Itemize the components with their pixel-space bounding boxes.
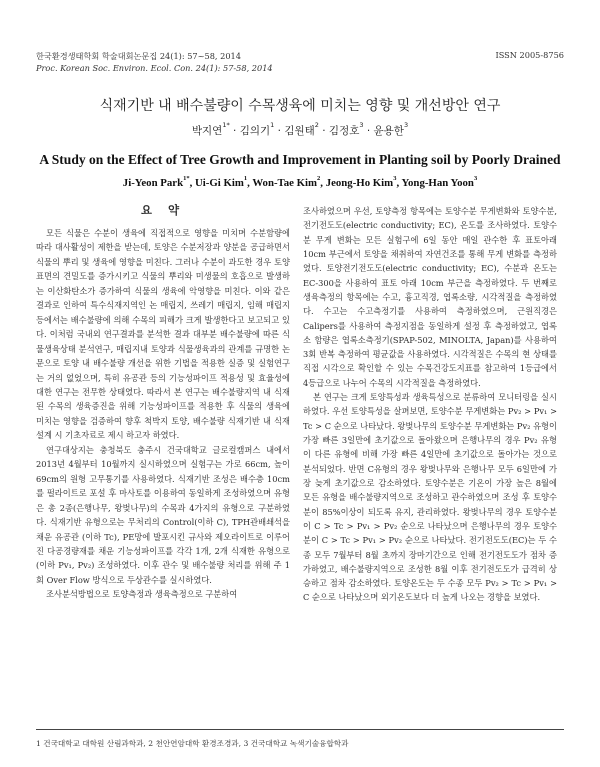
author-affiliation-mark: 3 — [393, 175, 397, 182]
author-affiliation-mark: 3 — [359, 121, 364, 129]
author-affiliation-mark: 2 — [317, 175, 321, 182]
footnote-divider — [36, 729, 564, 730]
author-separator: , — [320, 177, 326, 189]
author-name: Ji-Yeon Park — [122, 177, 184, 189]
author-name: 김원태 — [284, 125, 315, 137]
author-separator: · — [229, 125, 240, 137]
abstract-paragraph: 본 연구는 크게 토양특성과 생육특성으로 분류하여 모니터링을 실시하였다. 우선 토양특성을 살펴보면, 토양수분 무게변화는 Pv₂ > Pv₁ > Tc > C 순으로 나타났다. 왕벚나무의 토양수분 무게변화는 Pv₂ 유형이 가장 빠른 3일만에 초기값으로 돌아왔으며 은행나무의 경우 Pv₂ 유형이 다른 유형에 비해 가장 빠른 4일만에 초기값으로 돌아가는 것으로 분석되었다. 반면 C유형의 경우 왕벚나무와 은행나무 모두 6일만에 가장 늦게 초기값으로 감소하였다. 토양수분은 기온이 가장 높은 8월에 모든 유형을 배수불량지역으로 조성하고 관수하였으며 조성 후 토양수분이 85%이상이 되도록 유지, 관리하였다. 왕벚나무의 경우 토양수분이 C > Tc > Pv₁ > Pv₂ 순으로 나타났으며 은행나무의 경우 토양수분이 C > Tc > Pv₁ > Pv₂ 순으로 나타났다. 전기전도도(EC)는 두 수종 모두 7월부터 8월 초까지 장마기간으로 인해 전기전도도가 점차 증가하였고, 배수불량지역으로 조성한 8월 이후 전기전도도가 급격히 상승하고 점차 감소하였다. 토양온도는 두 수종 모두 Pv₂ > Tc > Pv₁ > C 순으로 나타났으며 외기온도보다 더 높게 나오는 경향을 보였다. — [303, 392, 557, 603]
author-affiliation-mark: 1* — [183, 175, 190, 182]
abstract-paragraph: 조사하였으며 우선, 토양측정 항목에는 토양수분 무게변화와 토양수분, 전기전도도(electric conductivity; EC), 온도를 조사하였다. 토양수분 무게 변화는 모든 실험구에 6일 동안 매일 관수한 후 표토아래 10cm 부근에서 토양을 채취하여 자연건조를 통해 무게 변화를 측정하였다. 토양전기전도도(electric conductivity; EC), 수분과 온도는 EC-300을 사용하여 표토 아래 10cm 부근을 측정하였다. 두 번째로 생육측정의 항목에는 수고, 흉고직경, 엽록소량, 시각적질을 측정하였다. 수고는 수고측정기를 사용하여 측정하였으며, 근원직경은 Calipers를 사용하여 측정지점을 동일하게 설정 후 측정하였고, 엽록소 함량은 엽록소측정기(SPAP-502, MINOLTA, Japan)를 사용하여 3회 반복 측정하여 평균값을 사용하였다. 시각적질은 수목의 현 상태를 직접 시각으로 확인할 수 있는 수목건강도지표를 참고하여 1등급에서 4등급으로 나누어 수목의 시각적질을 측정하였다. — [303, 206, 557, 388]
abstract-heading: 요 약 — [140, 203, 186, 217]
author-separator: , — [247, 177, 253, 189]
author-separator: , — [189, 177, 195, 189]
authors-en — [0, 177, 600, 189]
affiliation-footnote: 1 건국대학교 대학원 산림과학과, 2 천안연암대학 환경조경과, 3 건국대학교 녹색기술융합학과 — [36, 739, 349, 748]
abstract-left-column — [36, 200, 290, 602]
abstract-paragraph: 모든 식물은 수분이 생육에 직접적으로 영향을 미치며 수분함량에 따라 대사활성이 제한을 받는데, 토양은 수분저장과 양분을 공급하면서 식물의 뿌리 및 생육에 영향을 미친다. 그러나 수분이 과도한 경우 토양표면의 견밀도를 증가시키고 식물의 뿌리와 미생물의 호흡으로 발생하는 이산화탄소가 증가하여 식물의 생육에 악영향을 미친다. 이와 같은 결과로 인하여 특수식재지역인 논 매립지, 쓰레기 매립지, 임해 매립지 등에서는 배수불량에 의해 수목의 피해가 크게 발생한다고 보고되고 있다. 이처럼 국내외 연구결과를 분석한 결과 대부분 배수불량에 따른 식물생육상태 분석연구, 매립지내 토양과 식물생육과의 관계를 규명한 논문으로 토양 내 배수불량 개선을 위한 기법을 적용한 실증 및 실험연구는 거의 없었으며, 특히 유공관 등의 기능성파이프 적용성 및 효율성에 대한 연구는 전무한 상태였다. 따라서 본 연구는 배수불량지역 내 식재된 수목의 생육증진을 위해 기능성파이프를 적용한 후 식물의 생육에 미치는 영향을 검증하여 향후 척박지 토양, 배수불량 식재기반 내 식재설계 시 기초자료로 제시 하고자 하였다. — [36, 228, 290, 441]
author-name: 박지연 — [191, 125, 223, 137]
author-affiliation-mark: 3 — [473, 175, 478, 182]
author-name: 윤용한 — [373, 125, 404, 137]
author-affiliation-mark: 3 — [403, 121, 409, 129]
author-affiliation-mark: 1 — [243, 175, 248, 182]
journal-name-en: Proc. Korean Soc. Environ. Ecol. Con. 24(1): 57-58, 2014 — [36, 63, 273, 73]
author-name: Won-Tae Kim — [252, 177, 318, 189]
author-name: Ui-Gi Kim — [194, 177, 244, 189]
journal-name-ko: 한국환경생태학회 학술대회논문집 24(1): 57~58, 2014 — [36, 51, 241, 61]
author-name: Yong-Han Yoon — [401, 177, 474, 189]
author-name: 김의기 — [239, 125, 271, 137]
abstract-paragraph: 조사분석방법으로 토양측정과 생육측정으로 구분하여 — [46, 589, 238, 600]
abstract-right-column — [303, 204, 557, 605]
author-separator: · — [363, 125, 374, 137]
author-separator: · — [274, 125, 285, 137]
abstract-paragraph: 연구대상지는 충청북도 충주시 건국대학교 글로컬캠퍼스 내에서 2013년 4월부터 10월까지 실시하였으며 실험구는 가로 66cm, 높이 69cm의 원형 고무통기를 사용하였다. 식재기반 조성은 배수층 10cm를 펄라이트로 포설 후 마사토를 이용하여 동일하게 조성하였으며 유형은 총 2종(은행나무, 왕벚나무)의 수목과 4가지의 유형으로 구분하였다. 식재기반 유형으로는 무처리의 Control(이하 C), TPH관배쇄석을 채운 유공관 (이하 Tc), PE망에 발포시킨 규사와 제오라이트로 이루어진 다공경량재를 채운 기능성파이프를 각각 1개, 2개 식재한 유형으로 (이하 Pv₁, Pv₂) 조성하였다. 이후 관수 및 배수불량 처리를 위해 주 1회 Over Flow 방식으로 두상관수를 실시하였다. — [36, 444, 290, 585]
paper-title-en: A Study on the Effect of Tree Growth and Improvement in Planting soil by Poorly Drained — [39, 152, 561, 167]
author-name: 김정호 — [328, 125, 360, 137]
author-separator: , — [396, 177, 402, 189]
authors-ko — [0, 123, 600, 138]
journal-header — [36, 50, 273, 74]
author-name: Jeong-Ho Kim — [325, 177, 394, 189]
author-affiliation-mark: 1* — [222, 121, 230, 129]
paper-title-ko: 식재기반 내 배수불량이 수목생육에 미치는 영향 및 개선방안 연구 — [99, 98, 501, 114]
author-separator: · — [318, 125, 329, 137]
author-affiliation-mark: 2 — [314, 121, 319, 129]
issn: ISSN 2005-8756 — [495, 50, 564, 60]
author-affiliation-mark: 1 — [270, 121, 275, 129]
